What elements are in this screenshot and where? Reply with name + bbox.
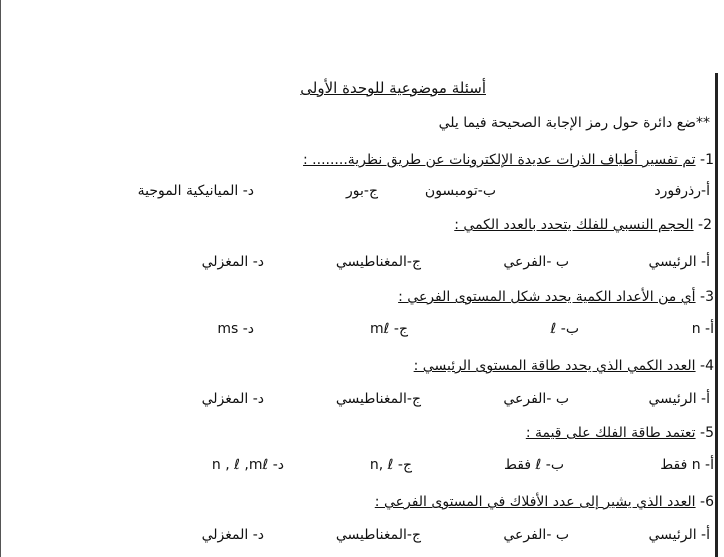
q4-option-d[interactable]: د- المغزلي bbox=[201, 391, 264, 407]
question-1-text: تم تفسير أطياف الذرات عديدة الإلكترونات عن طريق نظرية........ : bbox=[303, 152, 696, 168]
q4-option-c[interactable]: ج-المغناطيسي bbox=[335, 391, 421, 407]
q2-option-b[interactable]: ب -الفرعي bbox=[503, 254, 569, 270]
q3-option-c[interactable]: ج- mℓ bbox=[370, 321, 408, 337]
question-5-text: تعتمد طاقة الفلك على قيمة : bbox=[525, 425, 696, 441]
q5-option-a[interactable]: أ- n فقط bbox=[660, 457, 714, 473]
q2-option-d[interactable]: د- المغزلي bbox=[201, 254, 264, 270]
q3-option-b[interactable]: ب- ℓ bbox=[550, 321, 579, 337]
worksheet-title: أسئلة موضوعية للوحدة الأولى bbox=[300, 79, 486, 97]
q5-option-d[interactable]: د- n , ℓ ,mℓ bbox=[211, 457, 284, 473]
q6-option-c[interactable]: ج-المغناطيسي bbox=[335, 527, 421, 543]
q1-option-c[interactable]: ج-بور bbox=[346, 183, 378, 199]
q2-option-c[interactable]: ج-المغناطيسي bbox=[335, 254, 421, 270]
question-6 bbox=[375, 493, 714, 511]
question-2-text: الحجم النسبي للفلك يتحدد بالعدد الكمي : bbox=[454, 217, 694, 233]
q6-option-a[interactable]: أ- الرئيسي bbox=[648, 527, 710, 543]
page-right-border bbox=[715, 73, 718, 557]
question-4-number: 4- bbox=[695, 358, 714, 374]
q1-option-d[interactable]: د- الميانيكية الموجية bbox=[137, 183, 254, 199]
q6-option-b[interactable]: ب -الفرعي bbox=[503, 527, 569, 543]
q4-option-b[interactable]: ب -الفرعي bbox=[503, 391, 569, 407]
question-2-number: 2- bbox=[693, 217, 712, 233]
question-5 bbox=[526, 424, 714, 442]
q1-option-b[interactable]: ب-تومبسون bbox=[424, 183, 496, 199]
q5-option-c[interactable]: ج- n, ℓ bbox=[369, 457, 412, 473]
question-3 bbox=[398, 288, 714, 306]
question-3-text: أي من الأعداد الكمية يحدد شكل المستوى الفرعي : bbox=[398, 289, 696, 305]
question-5-number: 5- bbox=[695, 425, 714, 441]
q3-option-a[interactable]: أ- n bbox=[691, 321, 714, 337]
question-4 bbox=[414, 357, 714, 375]
question-2 bbox=[454, 216, 712, 234]
instruction-text: **ضع دائرة حول رمز الإجابة الصحيحة فيما يلي bbox=[438, 115, 710, 131]
question-6-text: العدد الذي يشير إلى عدد الأفلاك في المستوى الفرعي : bbox=[374, 494, 696, 510]
question-1-number: 1- bbox=[695, 152, 714, 168]
q2-option-a[interactable]: أ- الرئيسي bbox=[648, 254, 710, 270]
page-left-border bbox=[0, 0, 1, 557]
question-4-text: العدد الكمي الذي يحدد طاقة المستوى الرئيسي : bbox=[413, 358, 696, 374]
q4-option-a[interactable]: أ- الرئيسي bbox=[648, 391, 710, 407]
q1-option-a[interactable]: أ-رذرفورد bbox=[654, 183, 710, 199]
q3-option-d[interactable]: د- ms bbox=[217, 321, 254, 337]
q6-option-d[interactable]: د- المغزلي bbox=[201, 527, 264, 543]
question-6-number: 6- bbox=[695, 494, 714, 510]
question-3-number: 3- bbox=[695, 289, 714, 305]
question-1 bbox=[303, 151, 714, 169]
q5-option-b[interactable]: ب- ℓ فقط bbox=[504, 457, 564, 473]
